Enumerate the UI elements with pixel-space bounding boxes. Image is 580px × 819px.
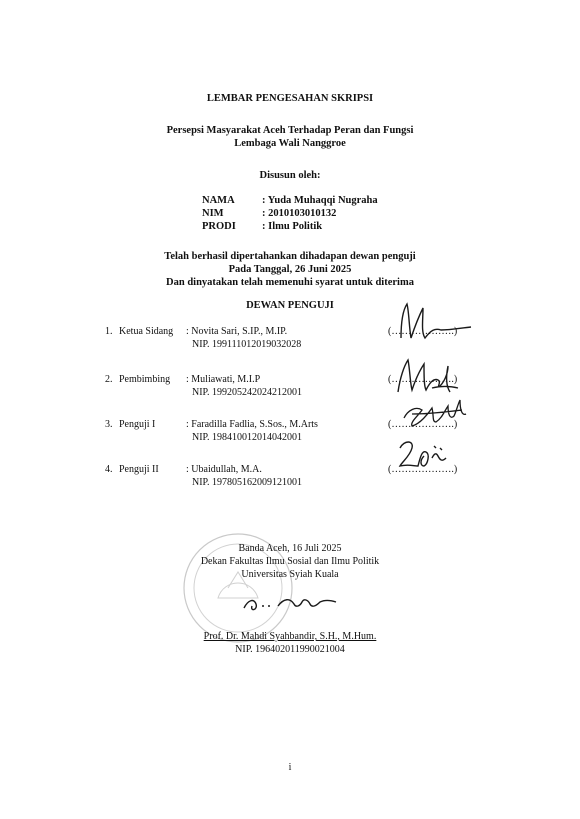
- page-title: LEMBAR PENGESAHAN SKRIPSI: [206, 93, 374, 104]
- thesis-title-line2: Lembaga Wali Nanggroe: [234, 138, 346, 149]
- member-1-nip: NIP. 199111012019032028: [192, 339, 302, 350]
- compiled-by-label: Disusun oleh:: [259, 170, 321, 181]
- member-2-nip: NIP. 199205242024212001: [192, 387, 303, 398]
- member-2-number: 2.: [105, 374, 113, 385]
- signature-1-icon: [395, 300, 475, 345]
- prodi-value: : Ilmu Politik: [262, 221, 323, 232]
- member-4-role: Penguji II: [119, 464, 159, 475]
- member-4-nip: NIP. 197805162009121001: [192, 477, 303, 488]
- dean-name: Prof. Dr. Mahdi Syahbandir, S.H., M.Hum.: [203, 631, 377, 642]
- member-2-name: : Muliawati, M.I.P: [186, 374, 261, 385]
- dean-nip: NIP. 196402011990021004: [235, 644, 345, 655]
- member-2-signature-line: (……………….): [388, 374, 458, 385]
- member-3-name: : Faradilla Fadlia, S.Sos., M.Arts: [186, 419, 318, 430]
- statement-line1: Telah berhasil dipertahankan dihadapan dewan penguji: [164, 251, 416, 262]
- nim-label: NIM: [202, 208, 224, 219]
- member-3-role: Penguji I: [119, 419, 156, 430]
- member-3-signature-line: (……………….): [388, 419, 458, 430]
- dean-position-line2: Universitas Syiah Kuala: [241, 569, 339, 580]
- signature-3-icon: [398, 392, 470, 432]
- member-3-nip: NIP. 198410012014042001: [192, 432, 303, 443]
- member-3-number: 3.: [105, 419, 113, 430]
- member-4-name: : Ubaidullah, M.A.: [186, 464, 262, 475]
- dean-position-line1: Dekan Fakultas Ilmu Sosial dan Ilmu Politik: [200, 556, 380, 567]
- thesis-title-line1: Persepsi Masyarakat Aceh Terhadap Peran dan Fungsi: [166, 125, 414, 136]
- approval-place-date: Banda Aceh, 16 Juli 2025: [238, 543, 342, 554]
- member-1-signature-line: (……………….): [388, 326, 458, 337]
- board-heading: DEWAN PENGUJI: [246, 300, 334, 311]
- statement-line2: Pada Tanggal, 26 Juni 2025: [228, 264, 352, 275]
- page-number: i: [288, 762, 292, 773]
- nim-value: : 2010103010132: [262, 208, 337, 219]
- member-4-number: 4.: [105, 464, 113, 475]
- dean-signature-icon: [240, 588, 340, 618]
- statement-line3: Dan dinyatakan telah memenuhi syarat untuk diterima: [166, 277, 414, 288]
- member-1-name: : Novita Sari, S.IP., M.IP.: [186, 326, 288, 337]
- signature-4-icon: [394, 436, 450, 474]
- member-4-signature-line: (……………….): [388, 464, 458, 475]
- member-1-role: Ketua Sidang: [119, 326, 174, 337]
- name-label: NAMA: [202, 195, 235, 206]
- member-1-number: 1.: [105, 326, 113, 337]
- member-2-role: Pembimbing: [119, 374, 171, 385]
- prodi-label: PRODI: [202, 221, 236, 232]
- name-value: : Yuda Muhaqqi Nugraha: [262, 195, 378, 206]
